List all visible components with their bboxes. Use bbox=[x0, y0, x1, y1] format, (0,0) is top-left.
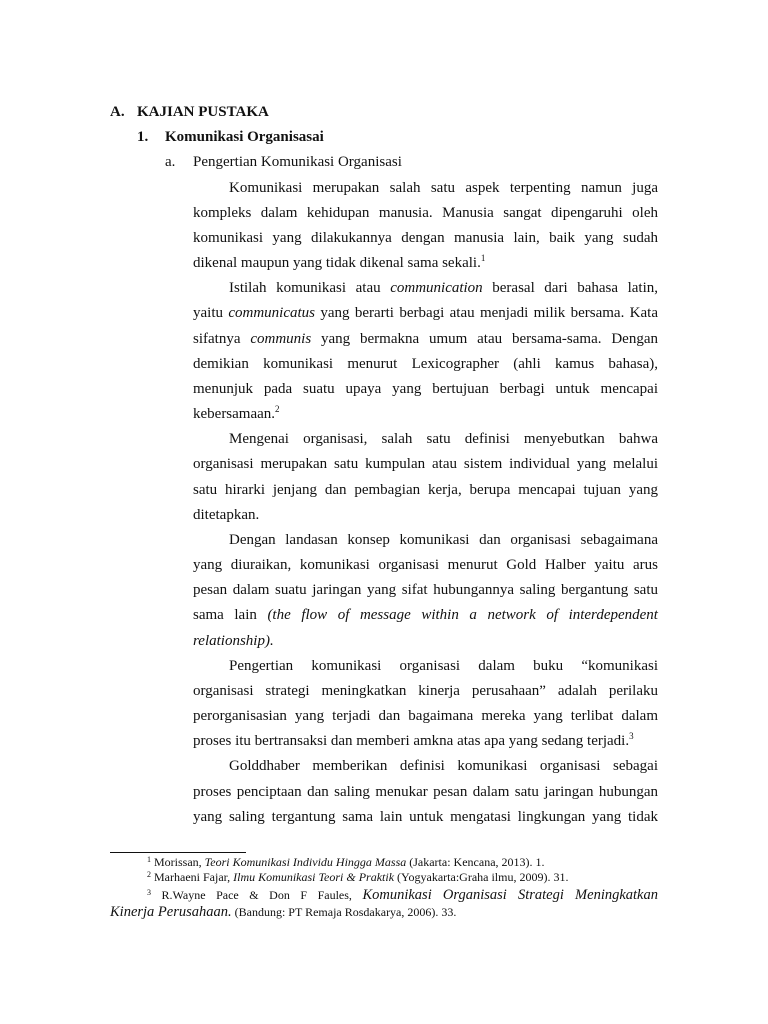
footnote-reference: 1 bbox=[480, 253, 486, 264]
text-span: Mengenai organisasi, salah satu definisi menyebutkan bahwa bbox=[229, 431, 658, 448]
text-span: (Jakarta: Kencana, 2013). 1. bbox=[406, 855, 545, 869]
text-span: Dengan landasan konsep komunikasi dan organisasi sebagaimana bbox=[229, 531, 658, 548]
italic-text: (the flow of message within a network of interdependent bbox=[267, 607, 658, 624]
italic-text: communis bbox=[250, 330, 312, 347]
text-span: Golddhaber memberikan definisi komunikasi organisasi sebagai bbox=[229, 758, 658, 775]
subsection-title: Komunikasi Organisasai bbox=[165, 129, 324, 146]
text-span: Pengertian komunikasi organisasi dalam buku “komunikasi bbox=[229, 657, 658, 674]
section-title: KAJIAN PUSTAKA bbox=[137, 104, 269, 120]
text-span: satu hirarki jenjang dan pembagian kerja, berupa mencapai tujuan yang bbox=[193, 481, 658, 498]
italic-text: relationship). bbox=[193, 632, 274, 649]
text-span: Marhaeni Fajar, bbox=[151, 870, 234, 884]
text-span: Morissan, bbox=[151, 855, 205, 869]
text-span: organisasi strategi meningkatkan kinerja perusahaan” adalah perilaku bbox=[193, 682, 658, 699]
text-span: yang saling tergantung sama lain untuk mengatasi lingkungan yang tidak bbox=[193, 808, 658, 825]
footnote-number: 2 bbox=[147, 870, 151, 879]
footnote-number: 3 bbox=[147, 888, 151, 897]
text-span: yaitu bbox=[193, 305, 229, 322]
text-span: Istilah komunikasi atau bbox=[229, 280, 391, 297]
italic-text: Teori Komunikasi Individu Hingga Massa bbox=[204, 855, 407, 869]
text-span: berasal dari bahasa latin, bbox=[482, 280, 658, 297]
subsubsection-letter: a. bbox=[165, 154, 176, 171]
text-span: proses itu bertransaksi dan memberi amkna atas apa yang sedang terjadi. bbox=[193, 733, 630, 750]
text-span: (Yogyakarta:Graha ilmu, 2009). 31. bbox=[394, 870, 569, 884]
italic-text: communicatus bbox=[228, 305, 315, 322]
text-span: menunjuk pada suatu upaya yang bertujuan berbagi untuk mencapai bbox=[193, 380, 658, 397]
text-span: yang berarti berbagi atau menjadi milik bersama. Kata bbox=[315, 305, 658, 322]
footnote-line bbox=[110, 903, 658, 921]
text-span: organisasi merupakan satu kumpulan atau sistem individual yang melalui bbox=[193, 456, 658, 473]
subsubsection-title: Pengertian Komunikasi Organisasi bbox=[193, 154, 402, 171]
text-span: perorganisasian yang terjadi dan bagaimana mereka yang terlibat dalam bbox=[193, 708, 658, 725]
footnote-line bbox=[110, 886, 658, 904]
italic-text: communication bbox=[390, 280, 483, 297]
footnote-number: 1 bbox=[147, 855, 151, 864]
italic-text: Komunikasi Organisasi Strategi Meningkatkan bbox=[362, 887, 658, 903]
text-span: demikian komunikasi menurut Lexicographer (ahli kamus bahasa), bbox=[193, 355, 658, 372]
text-span: kompleks dalam kehidupan manusia. Manusia sangat dipengaruhi oleh bbox=[193, 204, 658, 221]
text-span: sifatnya bbox=[193, 330, 251, 347]
text-span: pesan dalam suatu jaringan yang sifat hubungannya saling bergantung satu bbox=[193, 582, 658, 599]
footnote-line bbox=[110, 868, 658, 886]
text-span: yang diuraikan, komunikasi organisasi menurut Gold Halber yaitu arus bbox=[193, 557, 658, 574]
text-span: (Bandung: PT Remaja Rosdakarya, 2006). 33. bbox=[231, 905, 457, 919]
text-span: R.Wayne Pace & Don F Faules, bbox=[151, 888, 363, 902]
footnote-reference: 3 bbox=[629, 731, 634, 742]
text-span: ditetapkan. bbox=[193, 506, 260, 523]
italic-text: Kinerja Perusahaan. bbox=[110, 904, 232, 920]
text-span: proses penciptaan dan saling menukar pesan dalam satu jaringan hubungan bbox=[193, 783, 658, 800]
italic-text: Ilmu Komunikasi Teori & Praktik bbox=[233, 870, 395, 884]
subsection-number: 1. bbox=[137, 129, 149, 146]
text-span: Komunikasi merupakan salah satu aspek terpenting namun juga bbox=[229, 179, 658, 196]
footnote-reference: 2 bbox=[275, 404, 280, 415]
text-span: kebersamaan. bbox=[193, 406, 276, 423]
text-span: komunikasi yang dilakukannya dengan manusia lain, baik yang sudah bbox=[193, 229, 658, 246]
text-span: sama lain bbox=[193, 607, 268, 624]
text-span: yang bermakna umum atau bersama-sama. Dengan bbox=[311, 330, 658, 347]
text-span: dikenal maupun yang tidak dikenal sama sekali. bbox=[193, 255, 481, 272]
section-number: A. bbox=[110, 104, 125, 120]
